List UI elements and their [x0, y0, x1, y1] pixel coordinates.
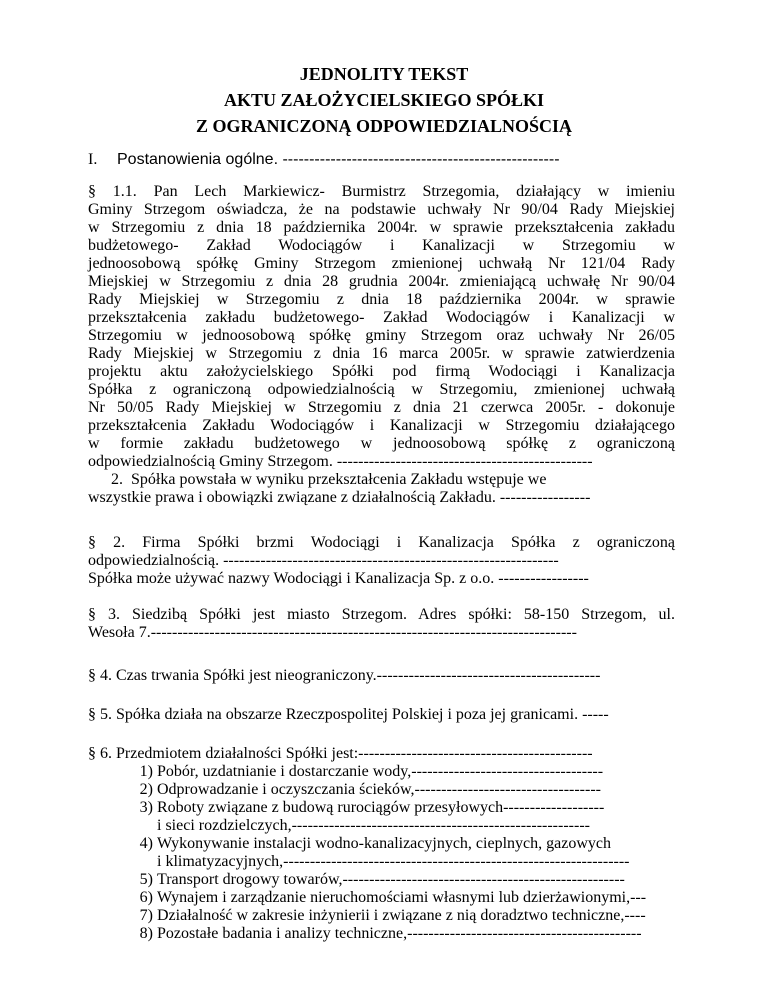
paragraph-line: Gminy Strzegom oświadcza, że na podstawie uchwały Nr 90/04 Rady Miejskiej: [88, 201, 675, 218]
list-item-number: 4): [139, 835, 153, 852]
paragraph-3-line-2: Wesoła 7.--------------------------------------------------------------------------------: [88, 624, 577, 641]
paragraph-1-point-2-line-1: 2. Spółka powstała w wyniku przekształcenia Zakładu wstępuje we: [111, 471, 547, 488]
paragraph-2-line-2: odpowiedzialnością. ---------------------------------------------------------------: [88, 552, 559, 569]
paragraph-2-line-3: Spółka może używać nazwy Wodociągi i Kanalizacja Sp. z o.o. -----------------: [88, 570, 589, 587]
paragraph-2: [88, 534, 675, 552]
paragraph-4: § 4. Czas trwania Spółki jest nieograniczony.------------------------------------------: [88, 667, 601, 684]
paragraph-line: Strzegomiu w jednoosobową spółkę gminy Strzegom oraz uchwały Nr 26/05: [88, 327, 675, 344]
paragraph-line: w formie zakładu budżetowego w jednoosobową spółkę z ograniczoną: [88, 435, 675, 452]
list-item-number: 3): [139, 799, 153, 816]
paragraph-line: § 3. Siedzibą Spółki jest miasto Strzegom. Adres spółki: 58-150 Strzegom, ul.: [88, 606, 675, 623]
paragraph-line: Rady Miejskiej w Strzegomiu z dnia 18 października 2004r. w sprawie: [88, 291, 675, 308]
paragraph-line: Nr 50/05 Rady Miejskiej w Strzegomiu z dnia 21 czerwca 2005r. - dokonuje: [88, 399, 675, 416]
list-item-number: 8): [139, 925, 153, 942]
paragraph-1-last-line: odpowiedzialnością Gminy Strzegom. ------------------------------------------------: [88, 453, 593, 470]
paragraph-line: jednoosobową spółkę Gminy Strzegom zmienionej uchwałą Nr 121/04 Rady: [88, 255, 675, 272]
paragraph-line: § 2. Firma Spółki brzmi Wodociągi i Kanalizacja Spółka z ograniczoną: [88, 534, 675, 551]
list-item-number: 1): [139, 763, 153, 780]
paragraph-6-heading: § 6. Przedmiotem działalności Spółki jest:--------------------------------------------: [88, 745, 593, 762]
section-title: Postanowienia ogólne. ----------------------------------------------------: [117, 151, 560, 168]
list-item-number: 2): [139, 781, 153, 798]
doc-title-line-2: AKTU ZAŁOŻYCIELSKIEGO SPÓŁKI: [223, 90, 545, 110]
paragraph-line: Miejskiej w Strzegomiu z dnia 28 grudnia 2004r. zmieniającą uchwałę Nr 90/04: [88, 273, 675, 290]
list-item: Pobór, uzdatnianie i dostarczanie wody,------------------------------------: [157, 763, 604, 780]
list-item: Wynajem i zarządzanie nieruchomościami własnymi lub dzierżawionymi,---: [157, 889, 647, 906]
list-item: Roboty związane z budową rurociągów przesyłowych-------------------: [157, 799, 605, 816]
list-item: Pozostałe badania i analizy techniczne,--------------------------------------------: [157, 925, 642, 942]
paragraph-line: przekształcenia Zakładu Wodociągów i Kanalizacji w Strzegomiu działającego: [88, 417, 675, 434]
doc-title-line-3: Z OGRANICZONĄ ODPOWIEDZIALNOŚCIĄ: [195, 116, 573, 136]
paragraph-line: Spółka z ograniczoną odpowiedzialnością w Strzegomiu, zmienionej uchwałą: [88, 381, 675, 398]
list-item: Wykonywanie instalacji wodno-kanalizacyjnych, cieplnych, gazowych: [157, 835, 611, 852]
paragraph-line: przekształcenia zakładu budżetowego- Zakład Wodociągów i Kanalizacji w: [88, 309, 675, 326]
list-item: Transport drogowy towarów,-----------------------------------------------------: [157, 871, 625, 888]
paragraph-line: projektu aktu założycielskiego Spółki pod firmą Wodociągi i Kanalizacja: [88, 363, 675, 380]
paragraph-3: [88, 606, 675, 624]
doc-title-line-1: JEDNOLITY TEKST: [299, 64, 469, 84]
paragraph-1: [88, 183, 675, 453]
list-item-number: 5): [139, 871, 153, 888]
paragraph-5: § 5. Spółka działa na obszarze Rzeczpospolitej Polskiej i poza jej granicami. -----: [88, 706, 609, 723]
paragraph-line: w Strzegomiu z dnia 18 października 2004r. w sprawie przekształcenia zakładu: [88, 219, 675, 236]
list-item-number: 6): [139, 889, 153, 906]
paragraph-line: § 1.1. Pan Lech Markiewicz- Burmistrz Strzegomia, działający w imieniu: [88, 183, 675, 200]
list-item: Działalność w zakresie inżynierii i związane z nią doradztwo techniczne,----: [157, 907, 646, 924]
paragraph-line: budżetowego- Zakład Wodociągów i Kanalizacji w Strzegomiu w: [88, 237, 675, 254]
section-number: I.: [88, 151, 98, 168]
list-item-continuation: i sieci rozdzielczych,--------------------------------------------------------: [157, 817, 590, 834]
paragraph-line: Rady Miejskiej w Strzegomiu z dnia 16 marca 2005r. w sprawie zatwierdzenia: [88, 345, 675, 362]
list-item-continuation: i klimatyzacyjnych,-----------------------------------------------------------------: [157, 853, 630, 870]
list-item: Odprowadzanie i oczyszczania ścieków,-----------------------------------: [157, 781, 601, 798]
paragraph-1-point-2-line-2: wszystkie prawa i obowiązki związane z działalnością Zakładu. -----------------: [88, 489, 591, 506]
list-item-number: 7): [139, 907, 153, 924]
